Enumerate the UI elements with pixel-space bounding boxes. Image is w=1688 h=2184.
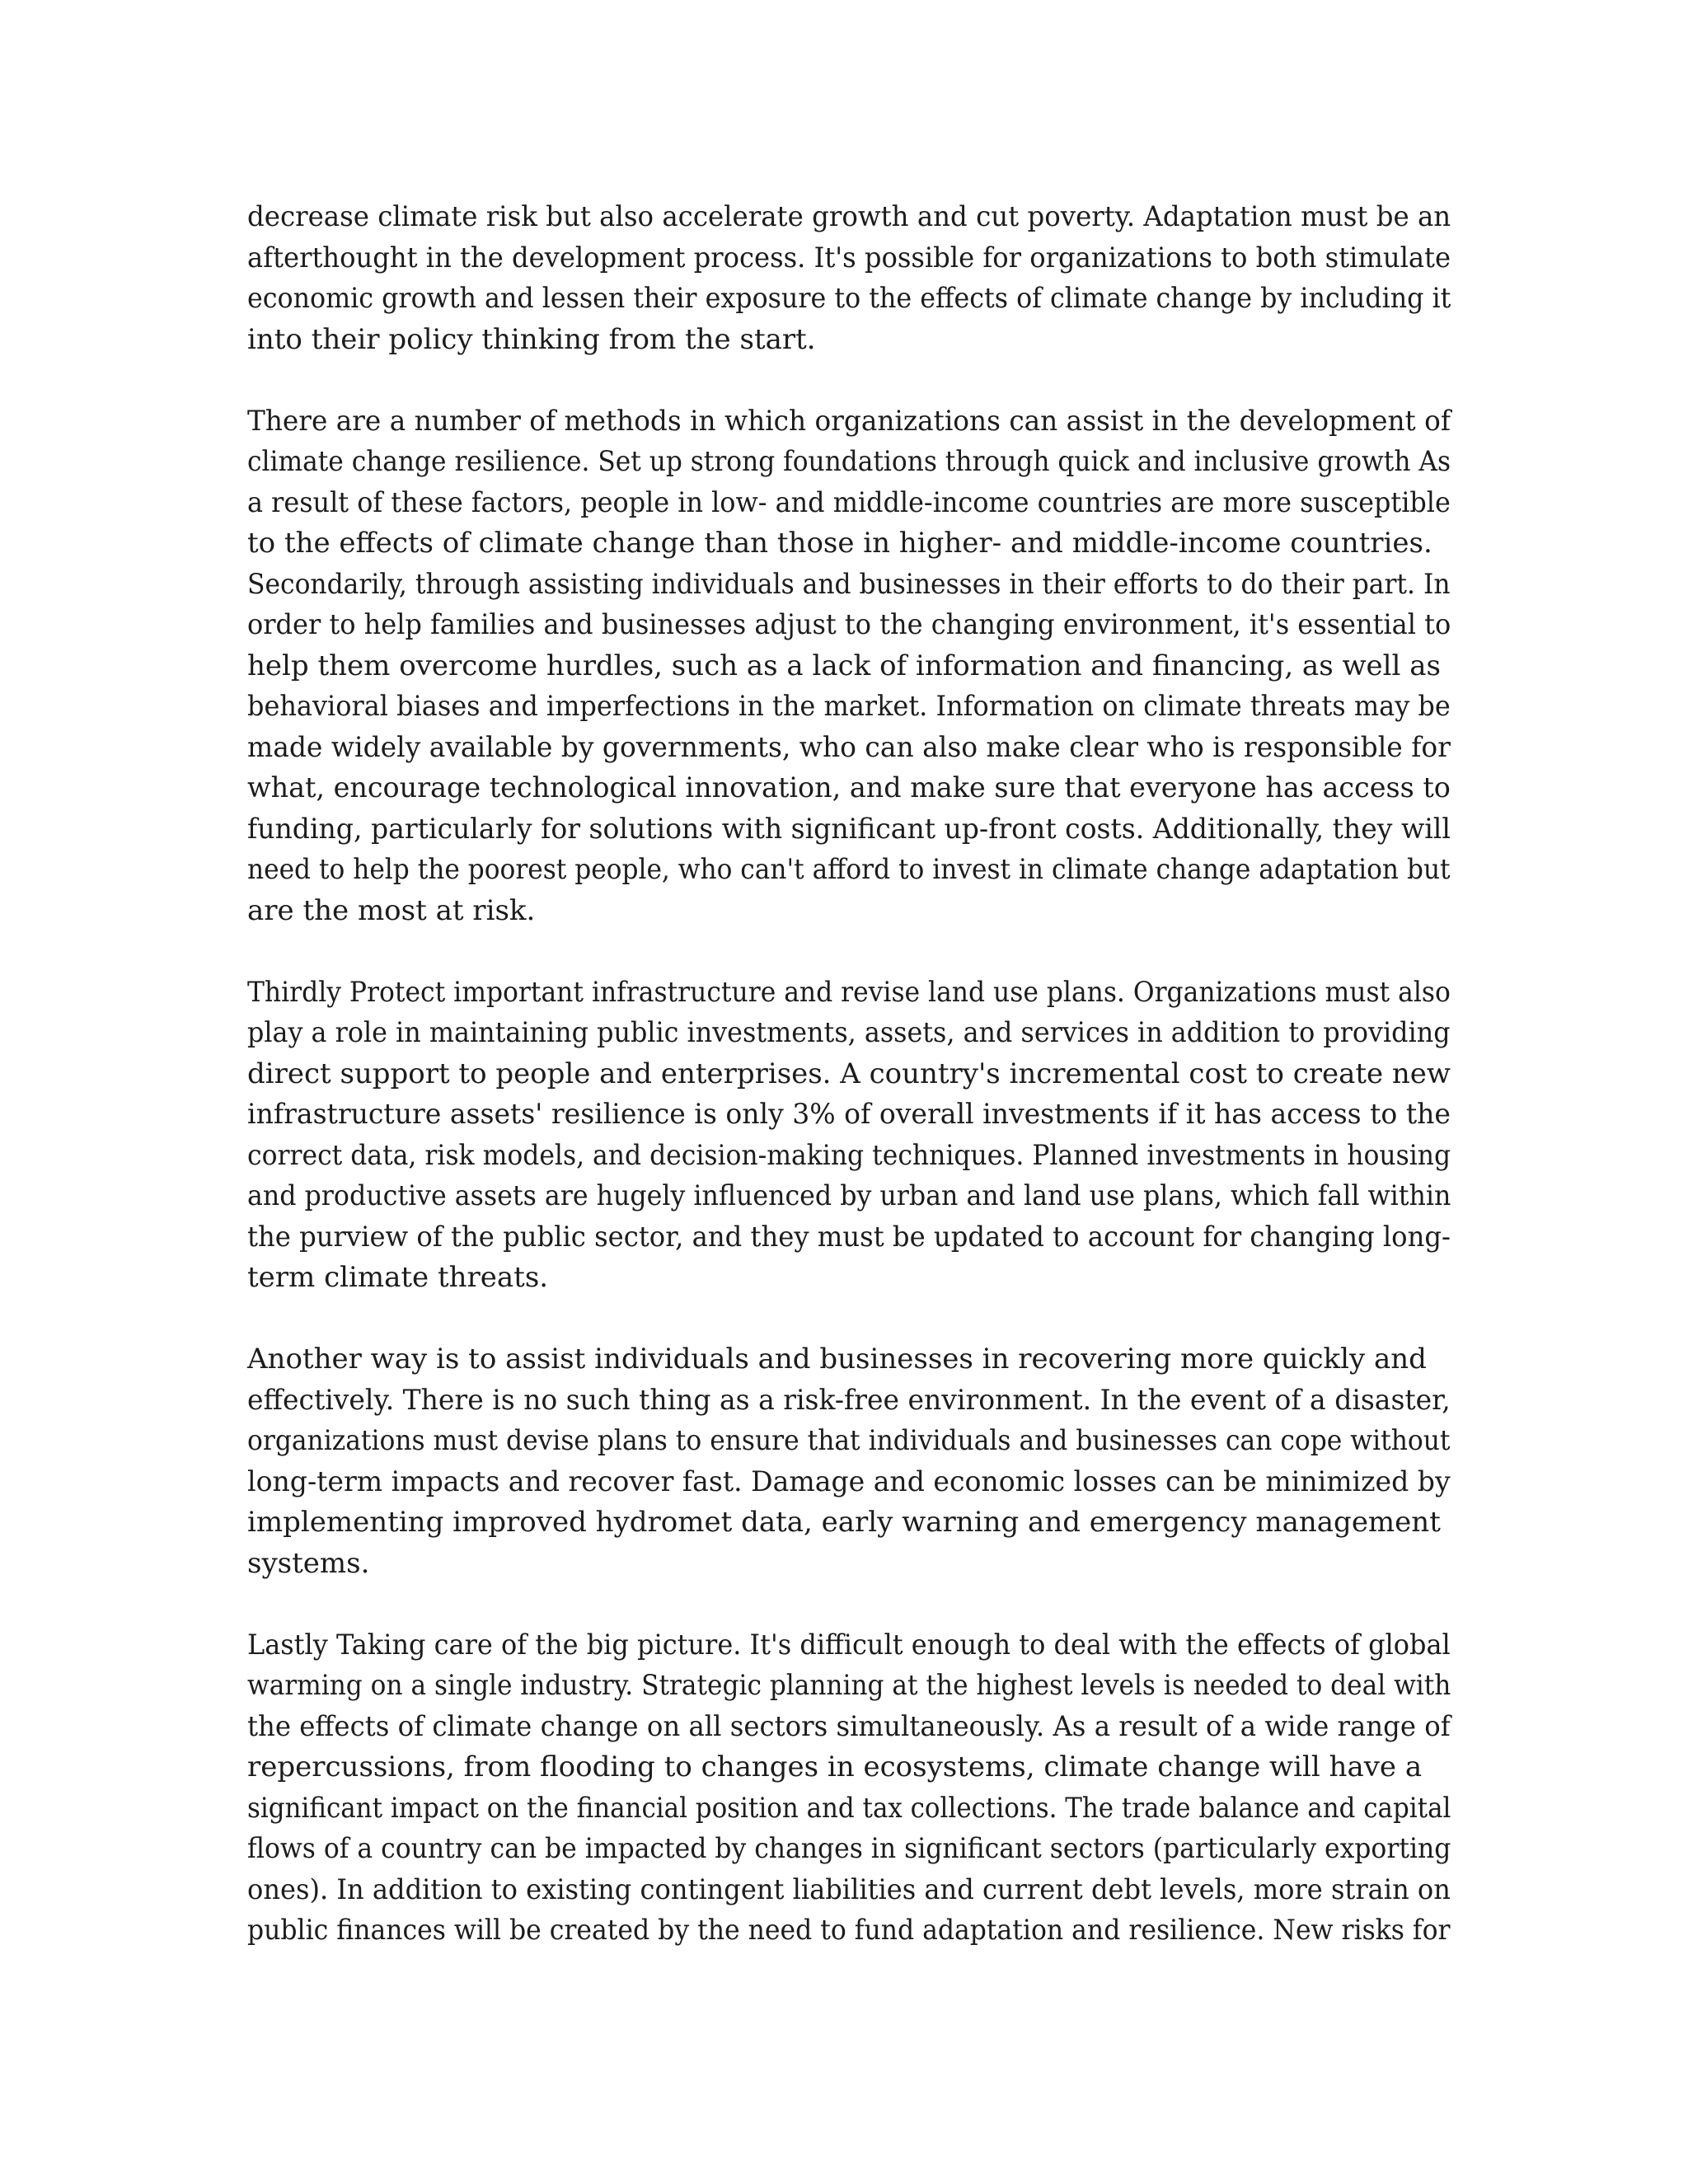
- text-line: behavioral biases and imperfections in the market. Information on climate threats may be: [247, 690, 1451, 723]
- text-line: Lastly Taking care of the big picture. It's difficult enough to deal with the effects of global: [247, 1628, 1451, 1661]
- text-line: There are a number of methods in which organizations can assist in the development of: [247, 404, 1451, 438]
- text-line: economic growth and lessen their exposure to the effects of climate change by including it: [247, 282, 1451, 315]
- text-line: repercussions, from flooding to changes in ecosystems, climate change will have a: [247, 1750, 1423, 1783]
- text-line: are the most at risk.: [247, 893, 536, 927]
- text-line: organizations must devise plans to ensure that individuals and businesses can cope without: [247, 1424, 1451, 1457]
- text-line: need to help the poorest people, who can't afford to invest in climate change adaptation but: [247, 853, 1451, 886]
- text-line: infrastructure assets' resilience is only 3% of overall investments if it has access to the: [247, 1098, 1451, 1131]
- text-line: ones). In addition to existing contingent liabilities and current debt levels, more strain on: [247, 1872, 1451, 1906]
- text-line: what, encourage technological innovation, and make sure that everyone has access to: [247, 771, 1451, 804]
- text-line: Secondarily, through assisting individuals and businesses in their efforts to do their part. In: [247, 567, 1451, 601]
- text-line: term climate threats.: [247, 1261, 549, 1294]
- text-line: into their policy thinking from the start.: [247, 322, 816, 356]
- text-line: afterthought in the development process. It's possible for organizations to both stimulate: [247, 241, 1451, 274]
- text-line: systems.: [247, 1546, 370, 1580]
- text-line: long-term impacts and recover fast. Damage and economic losses can be minimized by: [247, 1465, 1451, 1498]
- text-line: play a role in maintaining public investments, assets, and services in addition to providing: [247, 1016, 1451, 1049]
- text-line: the purview of the public sector, and they must be updated to account for changing long-: [247, 1220, 1451, 1254]
- text-line: order to help families and businesses adjust to the changing environment, it's essential to: [247, 608, 1451, 641]
- paragraph-5: [247, 1625, 1451, 1952]
- document-body: [247, 197, 1451, 1992]
- text-line: and productive assets are hugely influenced by urban and land use plans, which fall within: [247, 1179, 1451, 1212]
- paragraph-3: [247, 972, 1451, 1299]
- text-line: funding, particularly for solutions with significant up-front costs. Additionally, they will: [247, 812, 1451, 846]
- text-line: the effects of climate change on all sectors simultaneously. As a result of a wide range of: [247, 1709, 1451, 1743]
- text-line: made widely available by governments, who can also make clear who is responsible for: [247, 730, 1451, 764]
- text-line: climate change resilience. Set up strong foundations through quick and inclusive growth As: [247, 445, 1451, 478]
- text-line: effectively. There is no such thing as a risk-free environment. In the event of a disaster,: [247, 1383, 1451, 1417]
- paragraph-2: [247, 401, 1451, 932]
- text-line: correct data, risk models, and decision-making techniques. Planned investments in housing: [247, 1138, 1451, 1172]
- text-line: public finances will be created by the need to fund adaptation and resilience. New risks for: [247, 1914, 1451, 1947]
- text-line: to the effects of climate change than those in higher- and middle-income countries.: [247, 527, 1432, 560]
- text-line: direct support to people and enterprises. A country's incremental cost to create new: [247, 1057, 1451, 1090]
- paragraph-4: [247, 1339, 1451, 1584]
- text-line: significant impact on the financial position and tax collections. The trade balance and capital: [247, 1791, 1451, 1825]
- text-line: help them overcome hurdles, such as a lack of information and financing, as well as: [247, 649, 1441, 682]
- text-line: implementing improved hydromet data, early warning and emergency management: [247, 1506, 1441, 1539]
- text-line: flows of a country can be impacted by changes in significant sectors (particularly exporting: [247, 1832, 1451, 1865]
- text-line: Thirdly Protect important infrastructure and revise land use plans. Organizations must also: [247, 975, 1451, 1009]
- paragraph-1: [247, 197, 1451, 360]
- text-line: Another way is to assist individuals and businesses in recovering more quickly and: [247, 1343, 1427, 1376]
- text-line: decrease climate risk but also accelerate growth and cut poverty. Adaptation must be an: [247, 200, 1451, 233]
- text-line: warming on a single industry. Strategic planning at the highest levels is needed to deal with: [247, 1669, 1451, 1702]
- text-line: a result of these factors, people in low- and middle-income countries are more susceptible: [247, 485, 1451, 519]
